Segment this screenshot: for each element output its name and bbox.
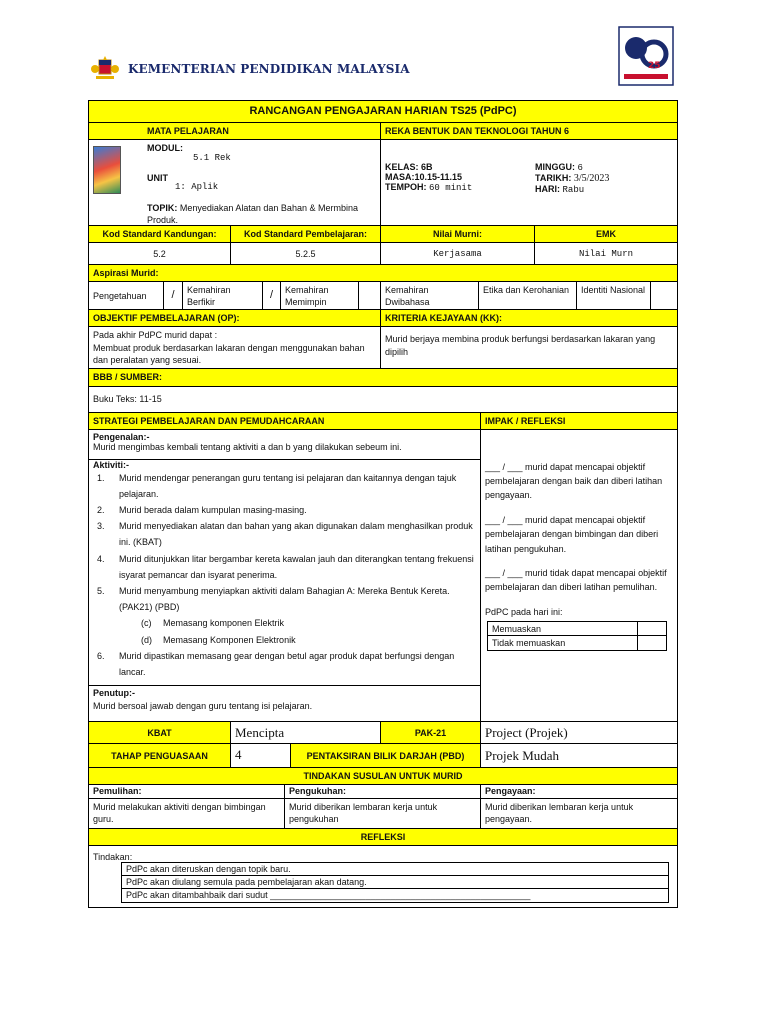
bbb-row: Buku Teks: 11-15 <box>89 387 677 413</box>
rating-memuaskan: Memuaskan <box>488 622 638 635</box>
tindakan-label: Tindakan: <box>93 851 133 862</box>
list-number: (d) <box>141 634 152 645</box>
aktiviti-item <box>97 551 476 583</box>
tindakan-option-3[interactable]: PdPc akan ditambahbaik dari sudut ____________________________________________________ <box>126 889 531 900</box>
list-number: 2. <box>97 505 105 516</box>
list-text: Murid ditunjukkan litar bergambar kereta kawalan jauh dan diterangkan tentang frekuensi isyarat pemancar dan isyarat penerima. <box>119 553 474 580</box>
pdpc-label: PdPC pada hari ini: <box>485 606 563 617</box>
strategi-row <box>89 430 677 722</box>
standards-value-row: 5.2 5.2.5 Kerjasama Nilai Murn <box>89 243 677 265</box>
penutup-label: Penutup:- <box>93 687 135 698</box>
ministry-title: KEMENTERIAN PENDIDIKAN MALAYSIA <box>128 62 410 76</box>
ts25-logo-icon <box>618 26 674 86</box>
penutup-text: Murid bersoal jawab dengan guru tentang isi pelajaran. <box>93 700 313 711</box>
minggu-value: 6 <box>577 162 583 173</box>
list-text: Memasang komponen Elektrik <box>163 618 285 629</box>
page-header <box>90 48 680 88</box>
list-text: Murid dipastikan memasang gear dengan betul agar produk dapat berfungsi dengan lancar. <box>119 650 455 677</box>
mata-pelajaran-label: MATA PELAJARAN <box>143 123 381 139</box>
tindakan-option-2[interactable]: PdPc akan diulang semula pada pembelajaran akan datang. <box>122 876 668 889</box>
textbook-cover-image <box>93 146 121 194</box>
subject-details <box>89 140 677 226</box>
list-number: (c) <box>141 618 152 629</box>
op-text-1: Pada akhir PdPC murid dapat : <box>93 330 218 341</box>
aktiviti-sub-item <box>97 632 476 648</box>
aktiviti-item <box>97 648 476 680</box>
aktiviti-label: Aktiviti:- <box>93 459 129 470</box>
hari-value: Rabu <box>562 184 585 195</box>
subject-header-row <box>89 123 677 140</box>
list-text: Murid menyambung menyiapkan aktiviti dalam Bahagian A: Mereka Bentuk Kereta. (PAK21) (PBD) <box>119 586 450 613</box>
minggu-label: MINGGU: <box>535 161 575 172</box>
modul-value: 5.1 Rek <box>193 153 231 164</box>
rating-tidak-memuaskan: Tidak memuaskan <box>488 636 638 650</box>
lesson-plan-table <box>88 100 678 908</box>
tindakan-susulan-values: Murid melakukan aktiviti dengan bimbingan guru. Murid diberikan lembaran kerja untuk pengukuhan Murid diberikan lembaran kerja untuk pengayaan. <box>89 799 677 829</box>
refleksi-header: REFLEKSI <box>89 829 677 846</box>
textbook-cover <box>89 140 143 225</box>
pengenalan-label: Pengenalan:- <box>93 431 150 442</box>
aktiviti-sub-item <box>97 615 476 631</box>
kbat-row: KBAT Mencipta PAK-21 Project (Projek) <box>89 722 677 744</box>
masa: MASA:10.15-11.15 <box>385 171 463 182</box>
subject-name: REKA BENTUK DAN TEKNOLOGI TAHUN 6 <box>385 125 569 136</box>
aktiviti-list <box>93 470 476 680</box>
tindakan-susulan-header: TINDAKAN SUSULAN UNTUK MURID <box>89 768 677 785</box>
list-number: 6. <box>97 650 105 661</box>
pengenalan-text: Murid mengimbas kembali tentang aktiviti a dan b yang dilakukan sebeum ini. <box>93 441 402 452</box>
page-title: RANCANGAN PENGAJARAN HARIAN TS25 (PdPC) <box>249 105 517 117</box>
objektif-row <box>89 327 677 369</box>
kk-text: Murid berjaya membina produk berfungsi berdasarkan lakaran yang dipilih <box>385 334 656 357</box>
aktiviti-item <box>97 518 476 550</box>
tarikh-label: TARIKH: <box>535 172 572 183</box>
impak-3: ___ / ___ murid tidak dapat mencapai objektif pembelajaran dan diberi latihan pemulihan. <box>485 568 667 593</box>
list-number: 4. <box>97 553 105 564</box>
rating-tidak-memuaskan-checkbox[interactable] <box>638 636 666 650</box>
standards-header-row: Kod Standard Kandungan: Kod Standard Pembelajaran: Nilai Murni: EMK <box>89 226 677 243</box>
impak-2: ___ / ___ murid dapat mencapai objektif pembelajaran dengan bimbingan dan diberi latihan pengukuhan. <box>485 514 659 554</box>
aktiviti-item <box>97 502 476 518</box>
tindakan-options <box>121 862 669 903</box>
objektif-header-row: OBJEKTIF PEMBELAJARAN (OP): KRITERIA KEJAYAAN (KK): <box>89 310 677 327</box>
rating-memuaskan-checkbox[interactable] <box>638 622 666 635</box>
aspirasi-header-row: Aspirasi Murid: <box>89 265 677 282</box>
list-text: Murid mendengar penerangan guru tentang isi pelajaran dan kaitannya dengan tajuk pelajaran. <box>119 472 457 499</box>
tindakan-susulan-headers: Pemulihan: Pengukuhan: Pengayaan: <box>89 785 677 799</box>
impak-1: ___ / ___ murid dapat mencapai objektif pembelajaran dengan baik dan diberi latihan pengayaan. <box>485 461 663 501</box>
op-text-2: Membuat produk berdasarkan lakaran dengan menggunakan bahan dan peralatan yang sesuai. <box>93 342 365 365</box>
tempoh-value: 60 minit <box>429 182 473 193</box>
tempoh-label: TEMPOH: <box>385 181 427 192</box>
refleksi-body <box>89 846 677 903</box>
list-number: 1. <box>97 472 105 483</box>
modul-field: MODUL: <box>147 142 183 153</box>
list-text: Memasang Komponen Elektronik <box>163 634 296 645</box>
title-row <box>89 101 677 123</box>
svg-text:25: 25 <box>648 61 661 71</box>
hari-label: HARI: <box>535 183 560 194</box>
unit-value: 1: Aplik <box>175 182 219 193</box>
malaysia-crest-icon <box>90 56 120 82</box>
tahap-row: TAHAP PENGUASAAN 4 PENTAKSIRAN BILIK DARJAH (PBD) Projek Mudah <box>89 744 677 768</box>
list-text: Murid menyediakan alatan dan bahan yang akan digunakan dalam menghasilkan produk ini. (KBAT) <box>119 521 473 548</box>
list-text: Murid berada dalam kumpulan masing-masing. <box>119 505 307 516</box>
tarikh-value: 3/5/2023 <box>573 172 610 184</box>
aktiviti-item <box>97 470 476 502</box>
kelas: KELAS: 6B <box>385 161 433 172</box>
strategi-header-row: STRATEGI PEMBELAJARAN DAN PEMUDAHCARAAN IMPAK / REFLEKSI <box>89 413 677 430</box>
list-number: 3. <box>97 521 105 532</box>
aspirasi-row: Pengetahuan / Kemahiran Berfikir / Kemahiran Memimpin Kemahiran Dwibahasa Etika dan Kerohanian Identiti Nasional <box>89 282 677 310</box>
topik-field: TOPIK: Menyediakan Alatan dan Bahan & Mermbina Produk. <box>147 202 358 225</box>
pdpc-rating-table <box>487 621 667 651</box>
bbb-header-row: BBB / SUMBER: <box>89 369 677 386</box>
list-number: 5. <box>97 586 105 596</box>
tindakan-option-1[interactable]: PdPc akan diteruskan dengan topik baru. <box>122 863 668 876</box>
unit-field: UNIT <box>147 173 168 184</box>
topik-value: Menyediakan Alatan dan Bahan & Mermbina Produk. <box>147 202 358 225</box>
aktiviti-item <box>97 583 476 615</box>
